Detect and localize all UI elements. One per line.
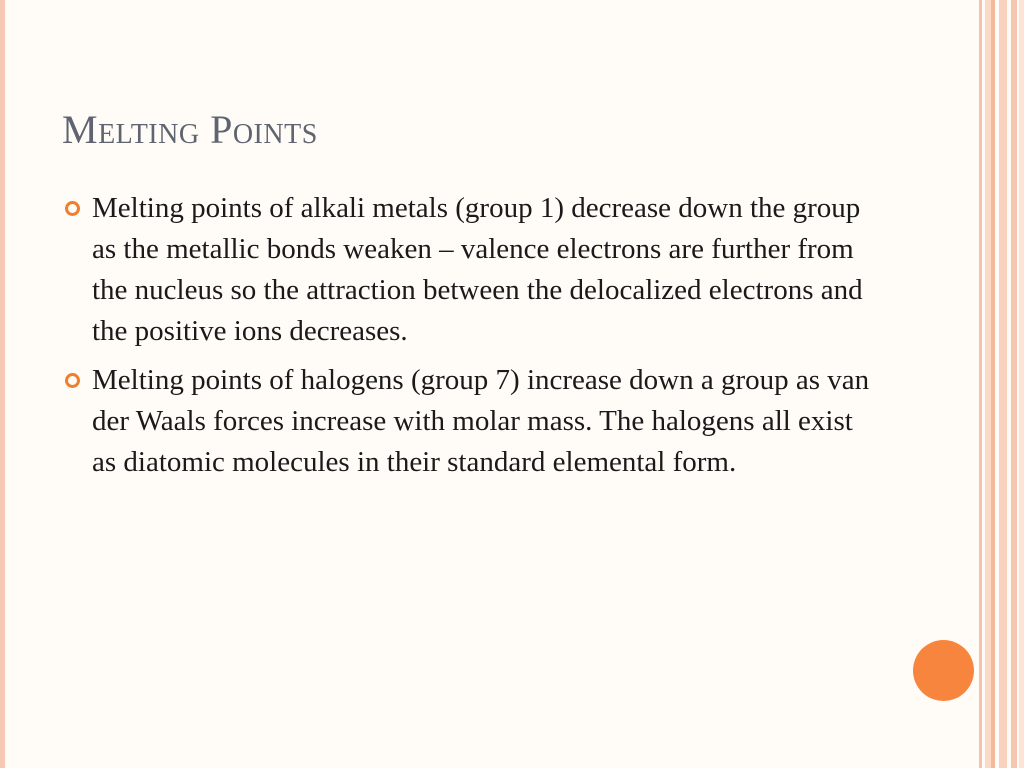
orange-circle-icon [913, 640, 974, 701]
slide-title: Melting Points [62, 107, 318, 152]
bullet-list [62, 188, 882, 491]
bullet-item [62, 188, 882, 352]
bullet-item [62, 360, 882, 483]
decorative-stripe [991, 0, 995, 768]
bullet-text: Melting points of alkali metals (group 1) decrease down the group as the metallic bonds weaken – valence electrons are further from the nucleus so the attraction between the delocalized electrons and the positive ions decreases. [92, 192, 863, 347]
decorative-stripe [999, 0, 1007, 768]
ring-bullet-icon [65, 201, 80, 216]
ring-bullet-icon [65, 373, 80, 388]
left-border-stripe [0, 0, 5, 768]
decorative-stripe [1011, 0, 1017, 768]
decorative-stripe [979, 0, 982, 768]
decorative-stripe [1019, 0, 1024, 768]
bullet-text: Melting points of halogens (group 7) increase down a group as van der Waals forces increase with molar mass. The halogens all exist as diatomic molecules in their standard elemental form. [92, 364, 870, 478]
